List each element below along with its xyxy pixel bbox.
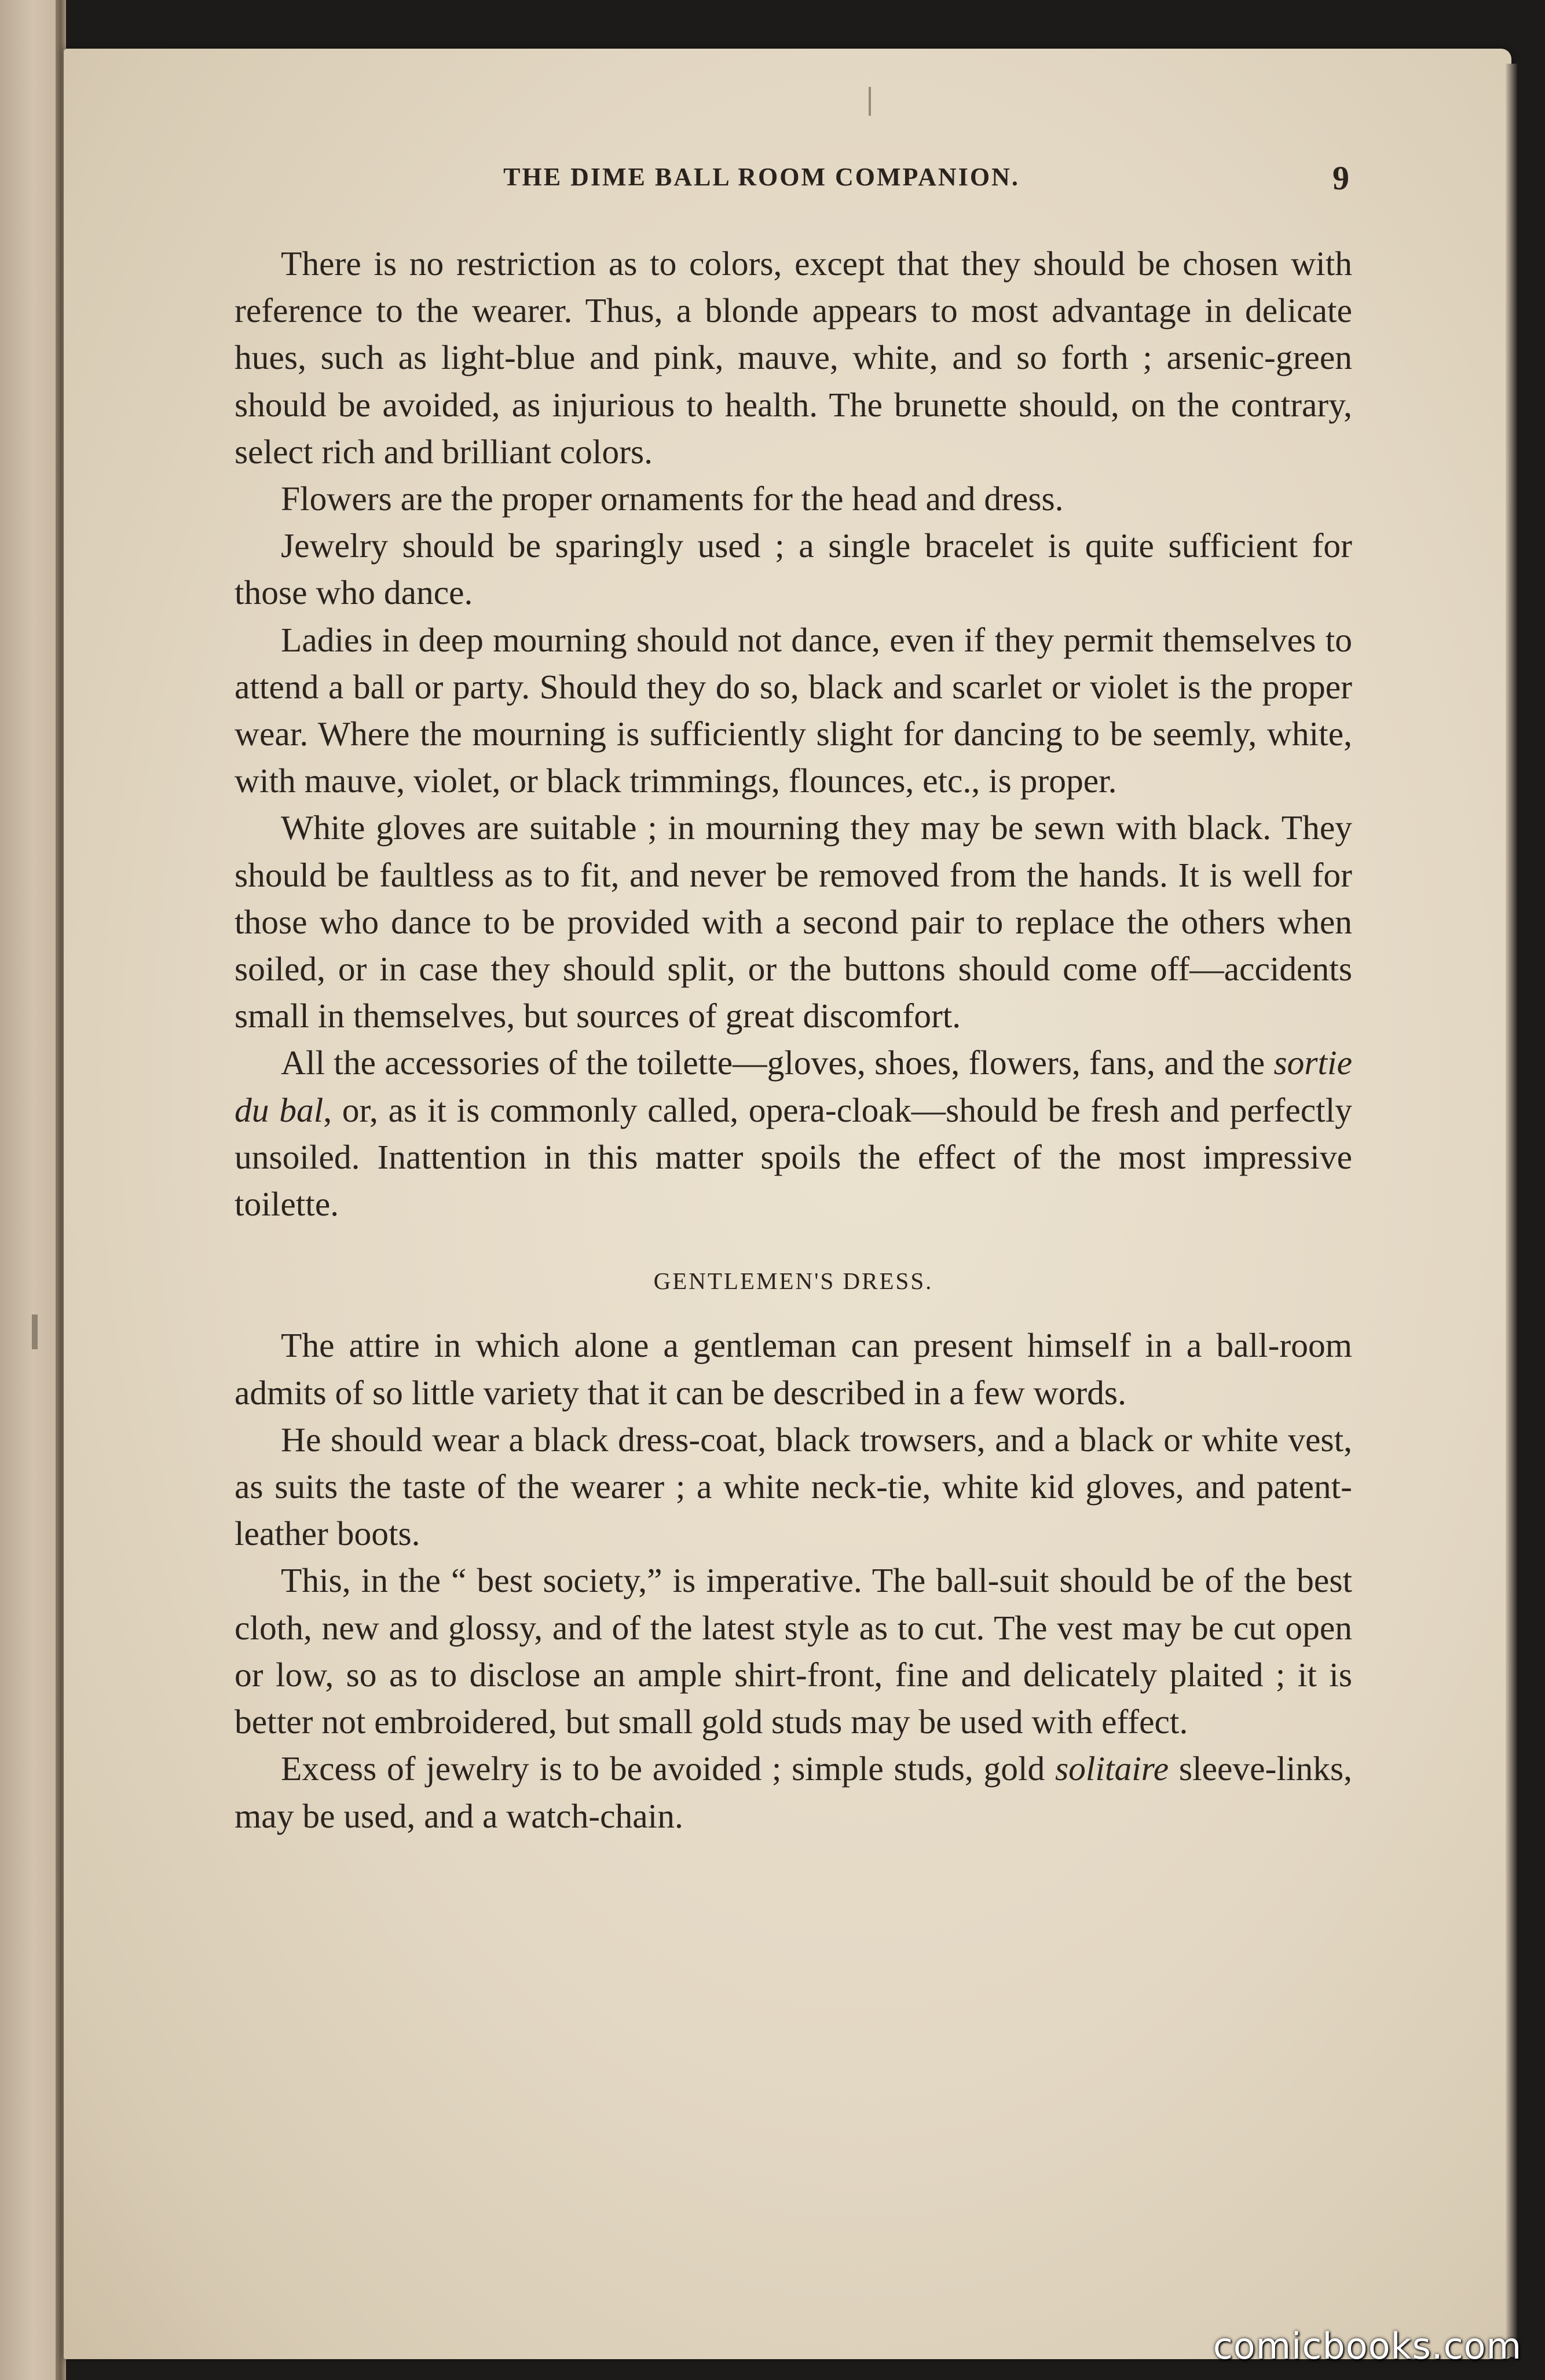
paragraph-colors: There is no restriction as to colors, except that they should be chosen with reference to the wearer. Thus, a blonde appears to most advantage in delicate hues, such as light-blue and pink, mauve, white, and so forth ; arsenic-green should be avoided, as injurious to health. The brunette should, on the contrary, select rich and brilliant colors. [235, 244, 1352, 471]
paragraph-jewelry: Jewelry should be sparingly used ; a single bracelet is quite sufficient for those who dance. [235, 526, 1352, 612]
page-number: 9 [1332, 159, 1349, 197]
page-body [235, 240, 1352, 1840]
paragraph-gloves: White gloves are suitable ; in mourning they may be sewn with black. They should be faultless as to fit, and never be removed from the hands. It is well for those who dance to be provided with a second pair to replace the others when soiled, or in case they should split, or the buttons should come off—accidents small in themselves, but sources of great discomfort. [235, 808, 1352, 1035]
jewelry-text-end: sleeve-links, may be used, and a watch-chain. [235, 1749, 1352, 1835]
jewelry-text-start: Excess of jewelry is to be avoided ; simple studs, gold [281, 1749, 1056, 1788]
accessories-text-start: All the accessories of the toilette—gloves, shoes, flowers, fans, and the [281, 1043, 1274, 1082]
ink-speck [32, 1315, 38, 1349]
section-heading-gentlemens-dress: GENTLEMEN'S DRESS. [653, 1268, 933, 1295]
page-header [174, 159, 1349, 208]
paragraph-flowers: Flowers are the proper ornaments for the head and dress. [281, 479, 1064, 518]
paragraph-best-society: This, in the “ best society,” is imperative. The ball-suit should be of the best cloth, new and glossy, and of the latest style as to cut. The vest may be cut open or low, so as to disclose an ample shirt-front, fine and delicately plaited ; it is better not embroidered, but small gold studs may be used with effect. [235, 1561, 1352, 1741]
watermark: comicbooks.com [1213, 2325, 1522, 2367]
ink-speck [869, 87, 871, 116]
accessories-text-end: , or, as it is commonly called, opera-cloak—should be fresh and perfectly unsoiled. Inattention in this matter spoils the effect of the most impressive toilette. [235, 1090, 1352, 1224]
jewelry-italic-word: solitaire [1055, 1749, 1169, 1788]
page-edge-shadow [1506, 64, 1517, 2357]
paragraph-dress-coat: He should wear a black dress-coat, black trowsers, and a black or white vest, as suits the taste of the wearer ; a white neck-tie, white kid gloves, and patent-leather boots. [235, 1420, 1352, 1553]
paragraph-excess-jewelry [235, 1745, 1352, 1839]
running-head: THE DIME BALL ROOM COMPANION. [503, 163, 1020, 191]
paragraph-mourning: Ladies in deep mourning should not dance, even if they permit themselves to attend a ball or party. Should they do so, black and scarlet or violet is the proper wear. Where the mourning is sufficiently slight for dancing to be seemly, white, with mauve, violet, or black trimmings, flounces, etc., is proper. [235, 620, 1352, 800]
paragraph-attire: The attire in which alone a gentleman can present himself in a ball-room admits of so little variety that it can be described in a few words. [235, 1326, 1352, 1412]
facing-page-edge [0, 0, 56, 2380]
paragraph-accessories [235, 1039, 1352, 1228]
accessories-italic-phrase: sortie du bal [235, 1043, 1352, 1129]
